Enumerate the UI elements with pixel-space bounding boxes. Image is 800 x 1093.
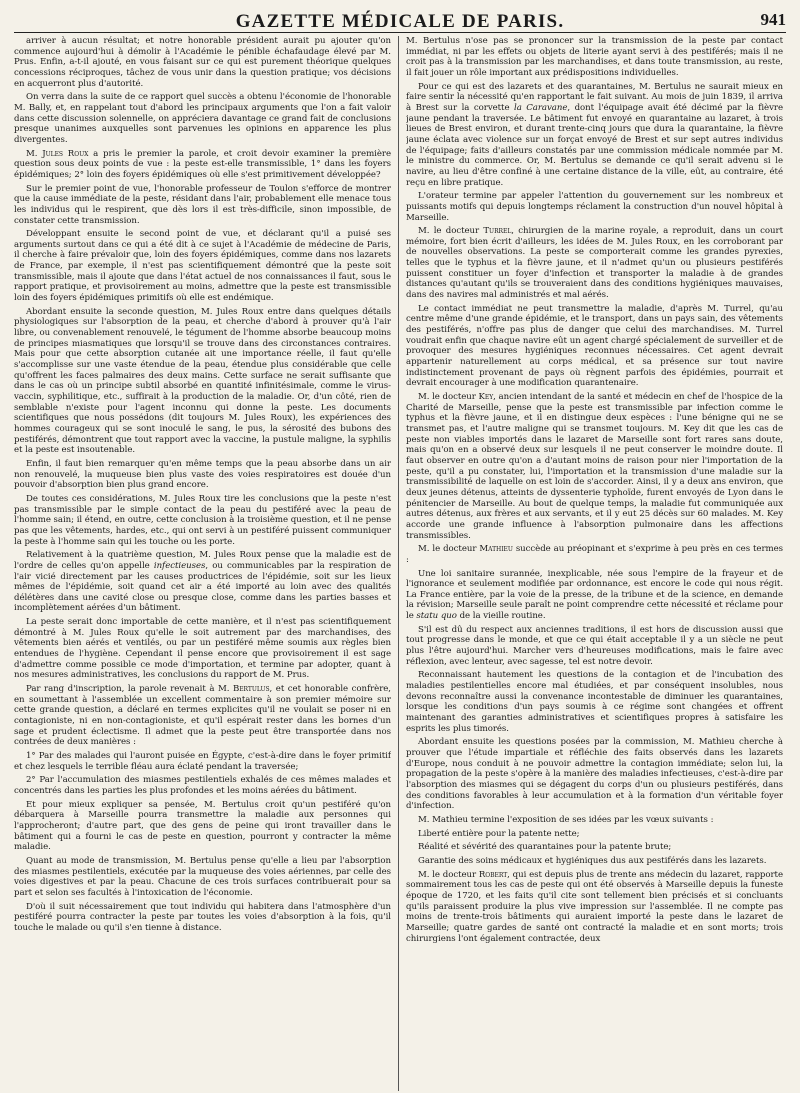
- paragraph-text: succède au préopinant et s'exprime à peu près en ces termes :: [406, 544, 783, 565]
- paragraph-text: S'il est dû du respect aux anciennes traditions, il est hors de discussion aussi que tout progresse dans le monde, et que ce qui était acceptable il y a un siècle ne peut plus l'être aujourd'hui. Marcher vers d'heureuses modifications, mais le faire avec réflexion, avec lenteur, avec sagesse, tel est notre devoir.: [406, 624, 783, 667]
- speaker-name: Mathieu: [479, 544, 513, 555]
- paragraph: [14, 617, 391, 681]
- paragraph-text: Développant ensuite le second point de vue, et déclarant qu'il a puisé ses arguments surtout dans ce qui a été dit à ce sujet à l'Académie de médecine de Paris, il cherche à faire prévaloir que, loin des foyers épidémiques, comme dans nos lazarets de France, par exemple, il n'est pas scientifiquement démontré que la peste soit transmissible, mais il ajoute que dans l'état actuel de nos connaissances il faut, sous le rapport pratique, et provisoirement au moins, admettre que la peste est transmissible loin des foyers épidémiques primitifs où elle est endémique.: [14, 229, 391, 304]
- paragraph: [406, 737, 783, 812]
- paragraph: [14, 184, 391, 227]
- speaker-name: Turrel: [483, 226, 512, 237]
- paragraph-text: , chirurgien de la marine royale, a reproduit, dans un court mémoire, fort bien écrit d'ailleurs, les idées de M. Jules Roux, en les corroborant par de nouvelles observations. La peste se comporterait comme les grandes pyrexies, telles que le typhus et la fièvre jaune, et il n'admet qu'un ou plusieurs pestiférés puissent constituer un foyer d'infection et transporter la maladie à de grandes distances qu'autant qu'ils se trouveraient dans des conditions hygiéniques mauvaises, dans des navires mal administrés et mal aérés.: [406, 226, 783, 301]
- paragraph: [14, 92, 391, 145]
- paragraph-text: M. le docteur: [418, 869, 479, 880]
- page-number: 941: [760, 10, 786, 29]
- paragraph-text: L'orateur termine par appeler l'attention du gouvernement sur les nombreux et puissants motifs qui depuis longtemps réclament la construction d'un nouvel hôpital à Marseille.: [406, 191, 783, 223]
- paragraph: [14, 459, 391, 491]
- paragraph: [14, 856, 391, 899]
- paragraph: [14, 751, 391, 772]
- paragraph-text: , dont l'équipage avait été décimé par la fièvre jaune pendant la traversée. Le bâtiment fut envoyé en quarantaine au lazaret, à trois lieues de Brest environ, et durant trente-cinq jours que dura la quarantaine, la fièvre jaune éclata avec violence sur un forçat envoyé de Brest et sur sept autres individus de l'équipage; faits d'ailleurs constatés par une commission médicale nommée par M. le ministre du commerce. Or, M. Bertulus se demande ce qu'il serait advenu si le navire, au lieu d'être confiné à une certaine distance de la ville, eût, au contraire, été reçu en libre pratique.: [406, 102, 783, 188]
- paragraph-text: Relativement à la quatrième question, M. Jules Roux pense que la maladie est de l'ordre de celles qu'on appelle: [14, 550, 391, 571]
- italic-term: la Caravane: [514, 102, 568, 113]
- paragraph-text: 2° Par l'accumulation des miasmes pestilentiels exhalés de ces mêmes malades et concentrés dans les parties les plus profondes et les moins aérées du bâtiment.: [14, 775, 391, 796]
- paragraph-text: Par rang d'inscription, la parole revenait à: [26, 684, 218, 695]
- paragraph-text: On verra dans la suite de ce rapport quel succès a obtenu l'économie de l'honorable M. Bally, et, en rappelant tout d'abord les principaux arguments que l'on a fait valoir dans cette discussion solennelle, on appréciera davantage ce grand fait de conclusions presque unanimes auxquelles sont parvenues les opinions en apparence les plus divergentes.: [14, 92, 391, 145]
- paragraph-text: M. Mathieu termine l'exposition de ses idées par les vœux suivants :: [418, 814, 714, 825]
- paragraph: [14, 307, 391, 456]
- italic-term: statu quo: [416, 611, 457, 622]
- paragraph: [14, 149, 391, 181]
- paragraph-text: Sur le premier point de vue, l'honorable professeur de Toulon s'efforce de montrer que la cause immédiate de la peste, résidant dans l'air, probablement elle menace tous les individus qui le respirent, que dès lors il est très-difficile, sinon impossible, de constater cette transmission.: [14, 183, 391, 226]
- paragraph-text: Reconnaissant hautement les questions de la contagion et de l'incubation des maladies pestilentielles encore mal étudiées, et par conséquent insolubles, nous devons reconnaître aussi la convenance incontestable de diminuer les quarantaines, lorsque les conditions d'un pays soumis à ce régime sont changées et offrent maintenant des garanties administratives et scientifiques propres à satisfaire les esprits les plus timorés.: [406, 670, 783, 734]
- paragraph: [406, 392, 783, 541]
- paragraph-text: La peste serait donc importable de cette manière, et il n'est pas scientifiquement démontré à M. Jules Roux qu'elle le soit autrement par des marchandises, des vêtements bien aérés et ventilés, ou par un pestiféré même soumis aux règles bien entendues de l'hygiène. Cependant il pense encore que provisoirement il est sage d'admettre comme possible ce mode d'importation, et termine par adopter, quant à nos mesures administratives, les conclusions du rapport de M. Prus.: [14, 617, 391, 681]
- left-column: [14, 36, 391, 1091]
- paragraph: [14, 229, 391, 304]
- paragraph: [406, 829, 783, 840]
- article-columns: [14, 36, 786, 1091]
- italic-term: infectieuses: [153, 560, 206, 571]
- column-divider: [398, 36, 399, 1091]
- paragraph-text: arriver à aucun résultat; et notre honorable président aurait pu ajouter qu'on commence aujourd'hui à démolir à l'Académie le pénible échafaudage élevé par M. Prus. Enfin, a-t-il ajouté, en vous faisant sur ce qui est purement théorique quelques concessions réciproques, tâchez de vous unir dans la question pratique; vos décisions en acquerront plus d'autorité.: [14, 36, 391, 89]
- paragraph-text: Réalité et sévérité des quarantaines pour la patente brute;: [418, 842, 672, 853]
- speaker-name: M. Bertulus: [217, 684, 270, 695]
- paragraph: [14, 550, 391, 614]
- journal-title: GAZETTE MÉDICALE DE PARIS.: [235, 11, 565, 32]
- paragraph-text: Pour ce qui est des lazarets et des quarantaines, M. Bertulus ne saurait mieux en faire sentir la nécessité qu'en rapportant le fait suivant. Au mois de juin 1839, il arriva à Brest sur la corvette: [406, 81, 783, 113]
- paragraph-text: a pris le premier la parole, et croit devoir examiner la première question sous deux points de vue : la peste est-elle transmissible, 1° dans les foyers épidémiques; 2° loin des foyers épidémiques où elle s'est primitivement développée?: [14, 148, 391, 180]
- paragraph: [406, 304, 783, 389]
- paragraph-text: M. le docteur: [418, 392, 479, 402]
- paragraph: [14, 775, 391, 796]
- paragraph-text: D'où il suit nécessairement que tout individu qui habitera dans l'atmosphère d'un pestiféré pourra contracter la peste par toutes les voies d'absorption à la fois, qu'il touche le malade ou qu'il s'en tienne à distance.: [14, 901, 391, 933]
- masthead: [14, 6, 786, 33]
- paragraph: [406, 36, 783, 79]
- paragraph-text: , qui est depuis plus de trente ans médecin du lazaret, rapporte sommairement tous les cas de peste qui ont été observés à Marseille depuis la funeste époque de 1720, et les faits qu'il cite sont tellement bien précisés et si concluants qu'ils paraissent produire la plus vive impression sur l'assemblée. Il ne compte pas moins de trente-trois bâtiments qui auraient importé la peste dans le lazaret de Marseille; quatre gardes de santé ont contracté la maladie et en sont morts; trois chirurgiens l'ont également contractée, deux: [406, 869, 783, 944]
- paragraph: [406, 815, 783, 826]
- paragraph-text: Une loi sanitaire surannée, inexplicable, née sous l'empire de la frayeur et de l'ignorance et seulement modifiée par ordonnance, est encore le code qui nous régit. La France entière, par la voie de la presse, de la tribune et de la science, en demande la révision; Marseille seule paraît ne point comprendre cette nécessité et réclame pour le: [406, 568, 783, 622]
- paragraph: [14, 494, 391, 547]
- paragraph-text: , ancien intendant de la santé et médecin en chef de l'hospice de la Charité de Marseille, pense que la peste est transmissible par infection comme le typhus et la fièvre jaune, et il en distingue deux espèces : l'une bénigne qui ne se transmet pas, et l'autre maligne qui se transmet toujours. M. Key dit que les cas de peste non viables importés dans le lazaret de Marseille sont fort rares sans doute, mais qu'on en a observé deux sur lesquels il ne peut conserver le moindre doute. Il faut observer en outre qu'on a d'autant moins de raison pour nier l'importation de la peste, qu'il a pu constater, lui, l'importation et la transmission d'une maladie sur la transmissibilité de laquelle on est loin de s'accorder. Ainsi, il y a deux ans environ, que deux jeunes détenus, atteints de dyssenterie typhoïde, furent envoyés de Lyon dans le pénitencier de Marseille. Au bout de quelque temps, la maladie fut communiquée aux autres détenus, aux frères et aux servants, et il y eut 25 décès sur 60 malades. M. Key accorde une grande influence à l'absorption pulmonaire dans les affections transmissibles.: [406, 392, 783, 541]
- paragraph-text: Le contact immédiat ne peut transmettre la maladie, d'après M. Turrel, qu'au centre même d'une grande épidémie, et le transport, dans un pays sain, des vêtements des pestiférés, n'offre pas plus de danger que celui des marchandises. M. Turrel voudrait enfin que chaque navire eût un agent chargé spécialement de surveiller et de provoquer des mesures hygiéniques reconnues nécessaires. Cet agent devrait appartenir naturellement au corps médical, et sa présence sur tout navire indistinctement provenant de pays où règnent parfois des épidémies, pourrait et devrait encourager à une modification quarantenaire.: [406, 303, 783, 389]
- paragraph: [14, 800, 391, 853]
- paragraph: [406, 670, 783, 734]
- speaker-name: Robert: [478, 869, 508, 880]
- paragraph: [406, 870, 783, 945]
- paragraph-text: De toutes ces considérations, M. Jules Roux tire les conclusions que la peste n'est pas transmissible par le simple contact de la peau du pestiféré avec la peau de l'homme sain; il étend, en outre, cette conclusion à la troisième question, et il ne pense pas que les vêtements, hardes, etc., qui ont servi à un pestiféré puissent communiquer la peste à l'homme sain qui les touche ou les porte.: [14, 493, 391, 547]
- paragraph: [406, 625, 783, 668]
- speaker-name: Key: [478, 392, 494, 402]
- paragraph-text: Quant au mode de transmission, M. Bertulus pense qu'elle a lieu par l'absorption des miasmes pestilentiels, exécutée par la muqueuse des voies aériennes, par celle des voies digestives et par la peau. Chacune de ces trois surfaces contribuerait pour sa part et selon ses facultés à l'intoxication de l'économie.: [14, 855, 391, 898]
- paragraph: [406, 191, 783, 223]
- paragraph-text: Abordant ensuite les questions posées par la commission, M. Mathieu cherche à prouver que l'étude impartiale et réfléchie des faits observés dans les lazarets d'Europe, nous conduit à ne pouvoir admettre la contagion immédiate; selon lui, la propagation de la peste s'opère à la manière des maladies infectieuses, c'est-à-dire par l'absorption des miasmes qui se dégagent du corps d'un ou plusieurs pestiférés, dans des conditions favorables à leur accumulation et à la formation d'un véritable foyer d'infection.: [406, 737, 783, 812]
- paragraph: [406, 842, 783, 853]
- paragraph-text: Liberté entière pour la patente nette;: [418, 828, 580, 839]
- paragraph-text: Enfin, il faut bien remarquer qu'en même temps que la peau absorbe dans un air non renouvelé, la muqueuse bien plus vaste des voies respiratoires est douée d'un pouvoir d'absorption bien plus grand encore.: [14, 458, 391, 491]
- paragraph-text: Et pour mieux expliquer sa pensée, M. Bertulus croit qu'un pestiféré qu'on débarquera à Marseille pourra transmettre la maladie aux personnes qui l'approcheront; d'autre part, que des gens de peine qui iront travailler dans le bâtiment qui a fourni le cas de peste en question, pourront y contracter la même maladie.: [14, 799, 391, 853]
- speaker-name: M. Jules Roux: [26, 148, 89, 159]
- paragraph: [406, 544, 783, 565]
- paragraph: [14, 36, 391, 89]
- paragraph-text: 1° Par des malades qui l'auront puisée en Égypte, c'est-à-dire dans le foyer primitif et chez lesquels le terrible fléau aura éclaté pendant la traversée;: [14, 751, 391, 772]
- paragraph-text: Abordant ensuite la seconde question, M. Jules Roux entre dans quelques détails physiologiques sur l'absorption de la peau, et cherche d'abord à prouver qu'à l'air libre, ou convenablement renouvelé, le tégument de l'homme absorbe beaucoup moins de principes miasmatiques que lorsqu'il se trouve dans des circonstances contraires. Mais pour que cette absorption cutanée ait une importance réelle, il faut qu'elle s'accomplisse sur une vaste étendue de la peau, étendue plus considérable que celle qu'offrent les faces palmaires des deux mains. Cette surface ne serait suffisante que dans le cas où un principe subtil absorbé en quantité infinitésimale, comme le virus-vaccin, syphilitique, etc., suffirait à la production de la maladie. Or, d'un côté, rien de semblable n'existe pour l'agent inconnu qui donne la peste. Les documents scientifiques que nous possédons (dit toujours M. Jules Roux), les expériences des hommes courageux qui se sont inoculé le sang, le pus, la sérosité des bubons des pestiférés, démontrent que tout rapport avec la vaccine, la pustule maligne, la syphilis et la peste est insoutenable.: [14, 306, 391, 456]
- paragraph-text: , et cet honorable confrère, en soumettant à l'assemblée un excellent commentaire à son premier mémoire sur cette grande question, a déclaré en termes explicites qu'il ne voulait se poser ni en contagioniste, ni en non-contagioniste, et qu'il espérait rester dans les bornes d'un sage et prudent éclectisme. Il admet que la peste peut être transportée dans nos contrées de deux manières :: [14, 684, 391, 748]
- paragraph-text: M. le docteur: [418, 544, 480, 555]
- paragraph: [406, 569, 783, 622]
- right-column: [406, 36, 783, 1091]
- paragraph-text: M. Bertulus n'ose pas se prononcer sur la transmission de la peste par contact immédiat, ni par les effets ou objets de literie ayant servi à des pestiférés; mais il ne croit pas à la transmission par les marchandises, et dans toute transmission, au reste, il fait jouer un rôle important aux prédispositions individuelles.: [406, 36, 783, 78]
- paragraph: [406, 226, 783, 301]
- paragraph-text: , ou communicables par la respiration de l'air vicié directement par les causes productrices de l'épidémie, soit sur les lieux mêmes de l'épidémie, soit quand cet air a été importé au loin avec des qualités délétères dans une cavité close ou presque close, comme dans les parties basses et incomplètement aérées d'un bâtiment.: [14, 560, 391, 614]
- paragraph: [406, 82, 783, 189]
- paragraph-text: de la vieille routine.: [456, 611, 546, 622]
- paragraph-text: Garantie des soins médicaux et hygiéniques dus aux pestiférés dans les lazarets.: [418, 855, 767, 866]
- paragraph: [14, 902, 391, 934]
- paragraph: [406, 856, 783, 867]
- paragraph: [14, 684, 391, 748]
- paragraph-text: M. le docteur: [418, 226, 484, 237]
